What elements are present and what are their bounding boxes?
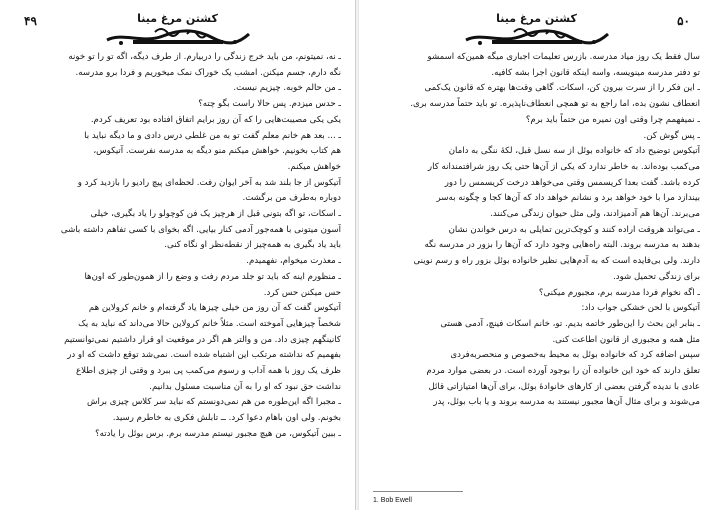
text-line: آتیکوس توضیح داد که خانواده بوئل از سه نسل قبل، لکهٔ ننگی به دامان xyxy=(448,146,700,157)
text-line: بفهمیم که نداشته مرتکب این اشتباه شده است. نمی‌شد توقع داشت که او در xyxy=(67,350,341,361)
text-line: ـ حدس میزدم. پس حالا راست بگو چته؟ xyxy=(198,99,341,110)
text-line: ظرف یک روز با همه آداب و رسوم می‌کمب پی ببرد و وقتی از چیزی اطلاع xyxy=(75,366,341,377)
text-line: می‌برند. آن‌ها هم آدمیزادند، ولی مثل حیوان زندگی می‌کنند. xyxy=(490,209,700,220)
text-line: ـ پس گوش کن. xyxy=(643,130,700,141)
text-line: دوباره به‌طرف من برگشت. xyxy=(242,193,341,204)
text-line: آتیکوس از جا بلند شد به آخر ایوان رفت. لحظه‌ای پیچ رادیو را بازدید کرد و xyxy=(77,177,341,188)
running-head xyxy=(373,8,700,50)
text-line: آتیکوس گفت که آن روز من خیلی چیزها یاد گرفته‌ام و خانم کرولاین هم xyxy=(88,303,341,314)
text-line: انعطاف نشون بده، اما راجع به تو همچی انعطاف‌ناپذیره. تو باید حتماً مدرسه بری. xyxy=(410,99,700,110)
text-line: مثل همه و مجبوری از قانون اطاعت کنی. xyxy=(552,334,700,345)
text-line: ـ منظورم اینه که باید تو جلد مردم رفت و وضع را از همون‌طور که اون‌ها xyxy=(84,271,341,282)
footnote-rule xyxy=(373,491,463,492)
text-line: برای زندگی تحمیل شود. xyxy=(613,271,700,282)
running-title: کشتن مرغ مینا xyxy=(496,12,577,25)
text-line: می‌شوند و برای مثال آن‌ها مجبور نیستند به مدرسه بروند و یا باب بوئل، پدر xyxy=(433,397,700,408)
page-number: ۵۰ xyxy=(677,14,690,28)
footnote: 1. Bob Ewell xyxy=(373,497,412,504)
text-line: حس میکنن حس کرد. xyxy=(263,287,341,298)
text-line: باید یاد بگیری به همه‌چیز از نقطه‌نظر او نگاه کنی. xyxy=(164,240,341,251)
text-line: کرده باشد. گفت بعدا کریسمس وقتی می‌خواهد درخت کریسمس را دور xyxy=(444,177,700,188)
left-page xyxy=(0,0,356,510)
text-line: ـ اسکات، تو اگه بتونی قبل از هرچیز یک فن کوچولو را یاد بگیری، خیلی xyxy=(90,209,341,220)
text-line: ـ مجبرا اگه این‌طوره من هم نمی‌دونستم که نباید سر کلاس چیزی براش xyxy=(86,397,341,408)
page-number: ۴۹ xyxy=(24,14,37,28)
running-head xyxy=(14,8,341,50)
text-line: ـ ببین آتیکوس، من هیچ مجبور نیستم مدرسه برم. برس بوئل را یادته؟ xyxy=(95,428,341,439)
text-line: ـ معذرت میخوام، نفهمیدم. xyxy=(246,256,341,267)
page-body-text xyxy=(14,50,341,443)
text-line: ـ بنابر این بحث را این‌طور خاتمه بدیم. تو، خانم اسکات فینچ، آدمی هستی xyxy=(440,318,700,329)
text-line: بیندازد مرا با خود خواهد برد و نشانم خواهد داد که آن‌ها کجا و چگونه به‌سر xyxy=(436,193,700,204)
text-line: ـ نه، نمیتونم، من باید خرج زندگی را دربیارم. از طرف دیگه، اگه تو را تو خونه xyxy=(68,52,341,62)
right-page xyxy=(358,0,714,510)
text-line: خواهش میکنم. xyxy=(287,161,341,172)
text-line: آتیکوس با لحن خشکی جواب داد: xyxy=(581,303,700,314)
running-title: کشتن مرغ مینا xyxy=(137,12,218,25)
text-line: تو دفتر مدرسه مینویسه، واسه اینکه قانون اجرا بشه کافیه. xyxy=(491,67,700,78)
text-line: ـ اگه نخوام فردا مدرسه برم، مجبورم میکنی؟ xyxy=(538,287,700,298)
text-line: کانینگهم چیزی داد. من و والتر هم اگر در موقعیت او قرار داشتیم نمی‌توانستیم xyxy=(64,334,341,345)
text-line: می‌کمب بوده‌اند. به خاطر ندارد که یکی از آن‌ها حتی یک روز شرافتمندانه کار xyxy=(427,161,700,172)
text-line: تعلق دارند که خود این خانواده آن را بوجود آورده است. در بعضی موارد مردم xyxy=(426,366,700,377)
text-line: بخونم. ولی اون باهام دعوا کرد. ــ تابلش فکری به خاطرم رسید. xyxy=(112,413,341,424)
text-line: آسون میتونی با همه‌جور آدمی کنار بیایی. اگه بخوای با کسی تفاهم داشته باشی xyxy=(60,224,341,235)
text-line: ـ این فکر را از سرت بیرون کن، اسکات. گاهی وقت‌ها بهتره که قانون یک‌کمی xyxy=(424,83,700,94)
text-line: شخصاً چیزهایی آموخته است. مثلاً خانم کرولاین حالا می‌داند که نباید به یک xyxy=(78,318,341,329)
text-line: یکی یکی مصیبت‌هایی را که آن روز برایم اتفاق افتاده بود تعریف کردم. xyxy=(90,114,341,125)
text-line: سال فقط یک روز میاد مدرسه. بازرس تعلیمات اجباری میگه همین‌که اسمشو xyxy=(427,52,700,62)
text-line: نگه دارم، جسم میکنن. امشب یک خوراک نمک میخوریم و فردا برو مدرسه. xyxy=(75,67,341,78)
text-line: ـ ... بعد هم خانم معلم گفت تو به من غلطی درس دادی و ما دیگه نباید با xyxy=(84,130,341,141)
text-line: عادی با ندیده گرفتن بعضی از کارهای خانوادهٔ بوئل، برای آن‌ها امتیازاتی قائل xyxy=(428,381,700,392)
calligraphic-divider-ornament-icon xyxy=(103,26,253,48)
text-line: هم کتاب بخونیم. خواهش میکنم منو دیگه به مدرسه نفرست. آتیکوس، xyxy=(93,146,341,157)
text-line: ـ من حالم خوبه. چیزیم نیست. xyxy=(233,83,341,94)
page-body-text xyxy=(373,50,700,411)
text-line: ـ نمیفهمم چرا وقتی اون نمیره من حتماً باید برم؟ xyxy=(525,114,700,125)
text-line: نداشت حق نبود که او را به آن مناسبت مسئول بدانیم. xyxy=(149,381,341,392)
text-line: بدهند به مدرسه بروند. البته راه‌هایی وجود دارد که آن‌ها را بزور در مدرسه نگه xyxy=(424,240,700,251)
calligraphic-divider-ornament-icon xyxy=(462,26,612,48)
text-line: دارند. ولی بی‌فایده است که به آدم‌هایی نظیر خانواده بوئل بزور راه و رسم نوینی xyxy=(413,256,700,267)
text-line: سپس اضافه کرد که خانواده بوئل به محیط به‌خصوص و منحصربه‌فردی xyxy=(450,350,700,361)
text-line: ـ می‌تواند هروقت اراده کنند و کوچک‌ترین تمایلی به درس خواندن نشان xyxy=(448,224,700,235)
